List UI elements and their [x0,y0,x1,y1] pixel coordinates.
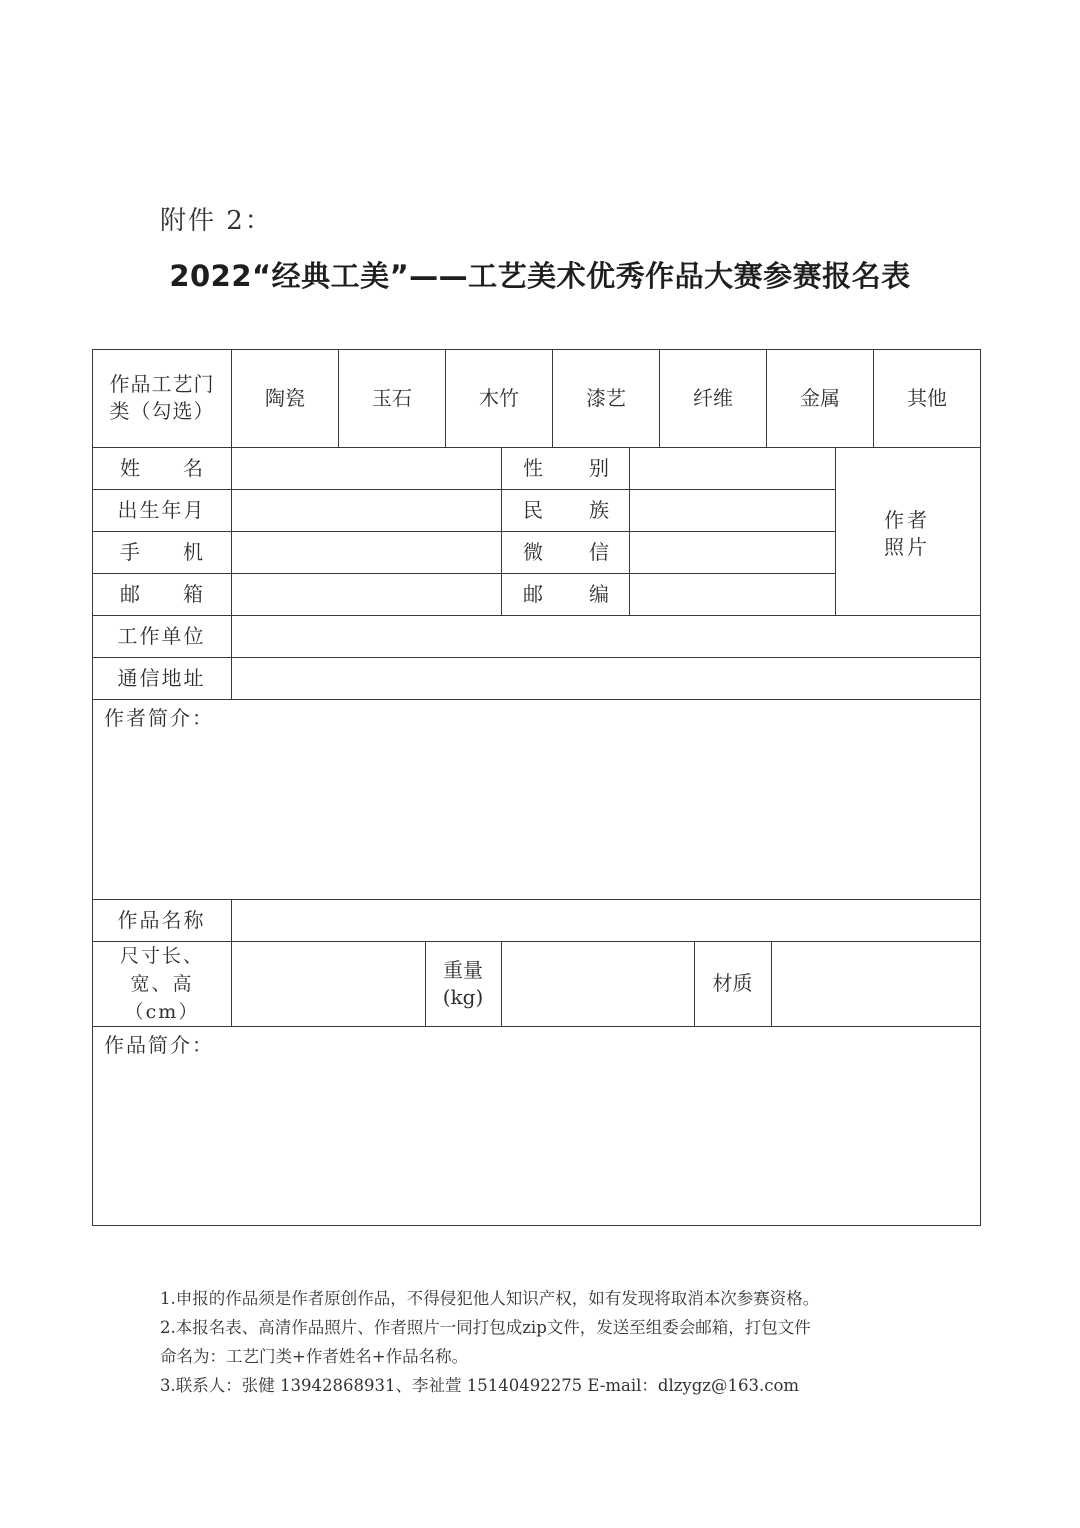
phone-input[interactable] [232,532,501,573]
work-intro-label: 作品简介： [104,1033,214,1057]
category-label: 作品工艺门类（勾选） [109,372,215,423]
address-label: 通信地址 [117,665,206,690]
phone-label-char: 机 [183,539,203,564]
address-input[interactable] [232,658,980,699]
gender-label [501,447,629,489]
postcode-label-char: 编 [589,581,609,606]
work-intro-input[interactable] [93,1058,980,1224]
size-label: 尺寸长、宽、高（cm） [119,944,204,1023]
category-option-lacquer[interactable]: 漆艺 [586,385,626,410]
author-intro-label: 作者简介： [104,706,214,730]
note-line: 1.申报的作品须是作者原创作品，不得侵犯他人知识产权，如有发现将取消本次参赛资格。 [160,1289,820,1308]
postcode-label-char: 邮 [523,581,543,606]
name-label [92,447,231,489]
material-label: 材质 [712,971,753,995]
author-intro-input[interactable] [93,731,980,899]
weight-input[interactable] [502,942,694,1026]
postcode-input[interactable] [630,574,835,615]
row-divider [92,1026,981,1027]
notes-section [160,1284,960,1400]
ethnicity-label-char: 族 [589,497,609,522]
name-label-char: 姓 [120,455,140,480]
note-line: 3.联系人：张健 13942868931、李祉萱 15140492275 E-mail：dlzygz@163.com [160,1376,800,1395]
col-divider [425,941,426,1026]
name-input[interactable] [232,448,501,489]
form-title: 2022“经典工美”——工艺美术优秀作品大赛参赛报名表 [169,259,911,293]
ethnicity-label-char: 民 [523,497,543,522]
wechat-label [501,531,629,573]
wechat-input[interactable] [630,532,835,573]
category-option-ceramics[interactable]: 陶瓷 [265,385,305,410]
size-input[interactable] [232,942,425,1026]
category-option-other[interactable]: 其他 [907,385,947,410]
registration-form-table [92,349,981,1226]
category-option-metal[interactable]: 金属 [800,385,840,410]
birth-label: 出生年月 [117,497,206,522]
workplace-input[interactable] [232,616,980,657]
category-option-fiber[interactable]: 纤维 [693,385,733,410]
ethnicity-label [501,489,629,531]
author-photo-box[interactable]: 作者照片 [884,508,930,559]
col-divider [835,447,836,615]
work-name-input[interactable] [232,900,980,941]
ethnicity-input[interactable] [630,490,835,531]
border-bottom [92,1225,981,1226]
wechat-label-char: 微 [523,539,543,564]
birth-input[interactable] [232,490,501,531]
email-label [92,573,231,615]
postcode-label [501,573,629,615]
weight-label: 重量(kg) [442,957,484,1009]
annex-label: 附件 2： [160,206,273,236]
gender-label-char: 性 [523,455,543,480]
material-input[interactable] [772,942,980,1026]
border-right [980,349,981,1226]
email-input[interactable] [232,574,501,615]
gender-label-char: 别 [589,455,609,480]
name-label-char: 名 [183,455,203,480]
row-divider [92,699,981,700]
email-label-char: 邮 [120,581,140,606]
work-name-label: 作品名称 [117,907,206,932]
email-label-char: 箱 [183,581,203,606]
note-line: 2.本报名表、高清作品照片、作者照片一同打包成zip文件，发送至组委会邮箱，打包文件 [160,1318,811,1337]
phone-label [92,531,231,573]
wechat-label-char: 信 [589,539,609,564]
workplace-label: 工作单位 [117,623,206,648]
gender-input[interactable] [630,448,835,489]
note-line: 命名为：工艺门类+作者姓名+作品名称。 [160,1347,469,1366]
category-option-jade[interactable]: 玉石 [372,385,412,410]
phone-label-char: 手 [120,539,140,564]
category-option-wood-bamboo[interactable]: 木竹 [479,385,519,410]
